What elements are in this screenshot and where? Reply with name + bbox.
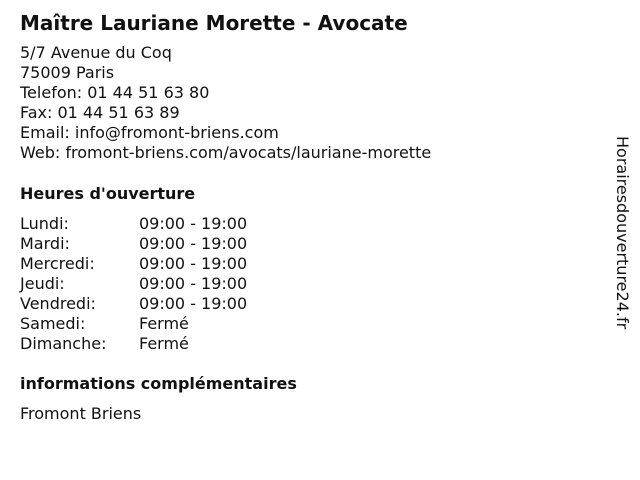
day-label: Mardi: xyxy=(20,234,70,253)
page-title: Maître Lauriane Morette - Avocate xyxy=(20,11,408,35)
email-address: Email: info@fromont-briens.com xyxy=(20,123,279,142)
website-url: Web: fromont-briens.com/avocats/lauriane-morette xyxy=(20,143,432,162)
hours-value: 09:00 - 19:00 xyxy=(139,294,248,313)
hours-value: 09:00 - 19:00 xyxy=(139,214,248,233)
day-label: Samedi: xyxy=(20,314,86,333)
contact-info xyxy=(20,43,431,163)
address-city: 75009 Paris xyxy=(20,63,115,82)
hours-value: 09:00 - 19:00 xyxy=(139,234,248,253)
phone-number: Telefon: 01 44 51 63 80 xyxy=(20,83,210,102)
site-watermark: Horairesdouverture24.fr xyxy=(613,136,632,330)
day-label: Vendredi: xyxy=(20,294,96,313)
fax-number: Fax: 01 44 51 63 89 xyxy=(20,103,180,122)
hours-value: 09:00 - 19:00 xyxy=(139,274,248,293)
day-label: Mercredi: xyxy=(20,254,95,273)
additional-info-heading: informations complémentaires xyxy=(20,374,297,393)
day-label: Lundi: xyxy=(20,214,69,233)
opening-hours-heading: Heures d'ouverture xyxy=(20,184,196,203)
hours-value: 09:00 - 19:00 xyxy=(139,254,248,273)
day-label: Jeudi: xyxy=(20,274,65,293)
address-street: 5/7 Avenue du Coq xyxy=(20,43,172,62)
additional-info-text: Fromont Briens xyxy=(20,404,142,423)
hours-value: Fermé xyxy=(139,334,189,353)
day-label: Dimanche: xyxy=(20,334,107,353)
hours-value: Fermé xyxy=(139,314,189,333)
